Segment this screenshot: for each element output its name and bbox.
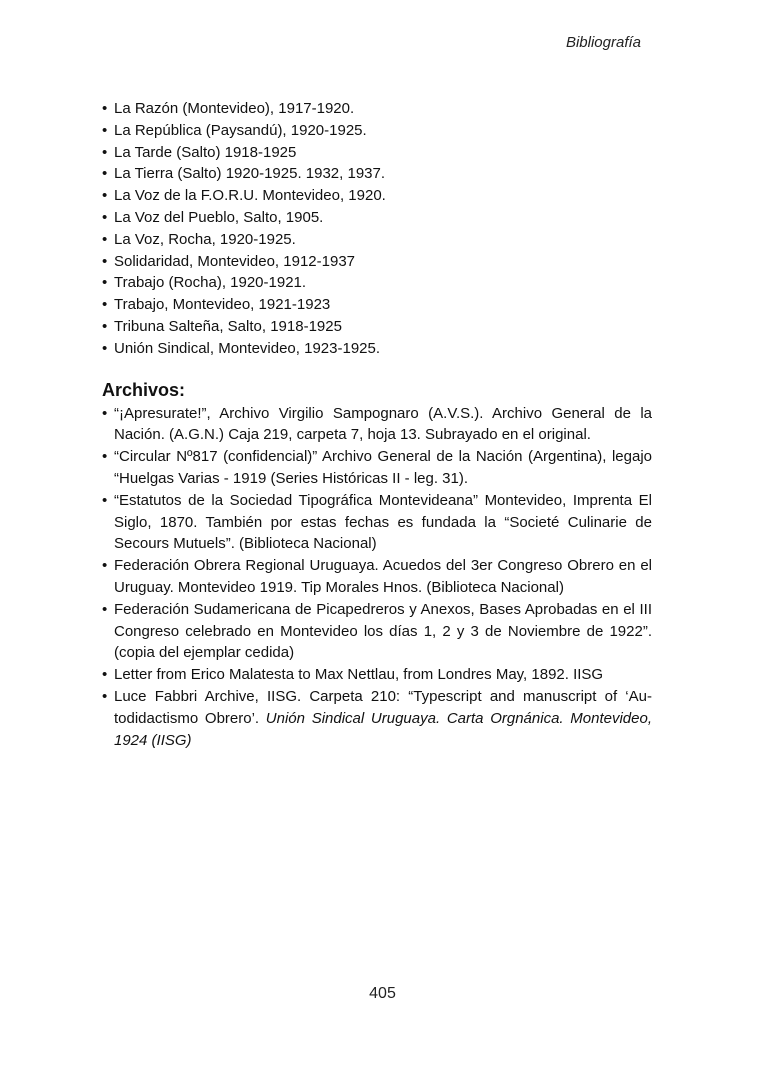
bullet-icon: •	[102, 404, 108, 422]
archive-text-plain: Luce Fabbri Archive, IISG. Carpeta 210: “Typescript and manuscript of ‘Autodidactismo Obrero’.	[114, 687, 652, 727]
bullet-icon: •	[102, 317, 108, 335]
list-item: • La Razón (Montevideo), 1917-1920.	[102, 98, 652, 120]
list-item: • Federación Sudamericana de Picapedreros y Anexos, Bases Aprobadas en el III Congreso celebrado en Montevideo los días 1, 2 y 3 de Noviembre de 1922”. (copia del ejemplar cedida)	[102, 600, 652, 662]
bullet-icon: •	[102, 187, 108, 205]
bibliography-content	[102, 98, 652, 751]
list-item: • Trabajo (Rocha), 1920-1921.	[102, 272, 652, 294]
list-item: • Solidaridad, Montevideo, 1912-1937	[102, 251, 652, 273]
running-header: Bibliografía	[565, 34, 641, 51]
bullet-icon: •	[102, 339, 108, 357]
bullet-icon: •	[102, 274, 108, 292]
bullet-icon: •	[102, 121, 108, 139]
list-item: • La República (Paysandú), 1920-1925.	[102, 120, 652, 142]
list-item	[102, 686, 652, 751]
bullet-icon: •	[102, 666, 108, 684]
list-item: • “Circular Nº817 (confidencial)” Archivo General de la Nación (Argentina), legajo “Huelgas Varias - 1919 (Series Históricas II - leg. 31).	[102, 448, 652, 487]
list-item: • Tribuna Salteña, Salto, 1918-1925	[102, 316, 652, 338]
newspapers-list	[102, 98, 652, 360]
list-item: • La Tierra (Salto) 1920-1925. 1932, 1937.	[102, 163, 652, 185]
section-heading-archivos: Archivos:	[102, 379, 186, 400]
list-item: • Letter from Erico Malatesta to Max Nettlau, from Londres May, 1892. IISG	[102, 664, 652, 686]
archives-list	[102, 403, 652, 752]
list-item: • Federación Obrera Regional Uruguaya. Acuedos del 3er Congreso Obrero en el Uruguay. Montevideo 1919. Tip Morales Hnos. (Biblioteca Nacional)	[102, 557, 652, 596]
bullet-icon: •	[102, 687, 108, 705]
bullet-icon: •	[102, 165, 108, 183]
bullet-icon: •	[102, 208, 108, 226]
archive-text-italic: Unión Sindical Uruguaya. Carta Orgnánica. Montevideo, 1924 (IISG)	[114, 709, 652, 749]
list-item: • “¡Apresurate!”, Archivo Virgilio Sampognaro (A.V.S.). Archivo General de la Nación. (A.G.N.) Caja 219, carpeta 7, hoja 13. Subrayado en el original.	[102, 404, 652, 444]
bullet-icon: •	[102, 143, 108, 161]
list-item: • La Voz de la F.O.R.U. Montevideo, 1920.	[102, 185, 652, 207]
bullet-icon: •	[102, 296, 108, 314]
page-number: 405	[369, 985, 396, 1002]
bullet-icon: •	[102, 600, 108, 618]
bullet-icon: •	[102, 491, 108, 509]
list-item: • La Tarde (Salto) 1918-1925	[102, 142, 652, 164]
bullet-icon: •	[102, 448, 108, 466]
bullet-icon: •	[102, 557, 108, 575]
list-item: • La Voz, Rocha, 1920-1925.	[102, 229, 652, 251]
bullet-icon: •	[102, 230, 108, 248]
list-item: • “Estatutos de la Sociedad Tipográfica Montevideana” Montevideo, Imprenta El Siglo, 1870. También por estas fechas es fundada la “Societé Culinarie de Secours Mutuels”. (Biblioteca Nacional)	[102, 491, 652, 553]
list-item: • Unión Sindical, Montevideo, 1923-1925.	[102, 338, 652, 360]
bullet-icon: •	[102, 100, 108, 117]
bullet-icon: •	[102, 252, 108, 270]
list-item: • Trabajo, Montevideo, 1921-1923	[102, 294, 652, 316]
list-item: • La Voz del Pueblo, Salto, 1905.	[102, 207, 652, 229]
